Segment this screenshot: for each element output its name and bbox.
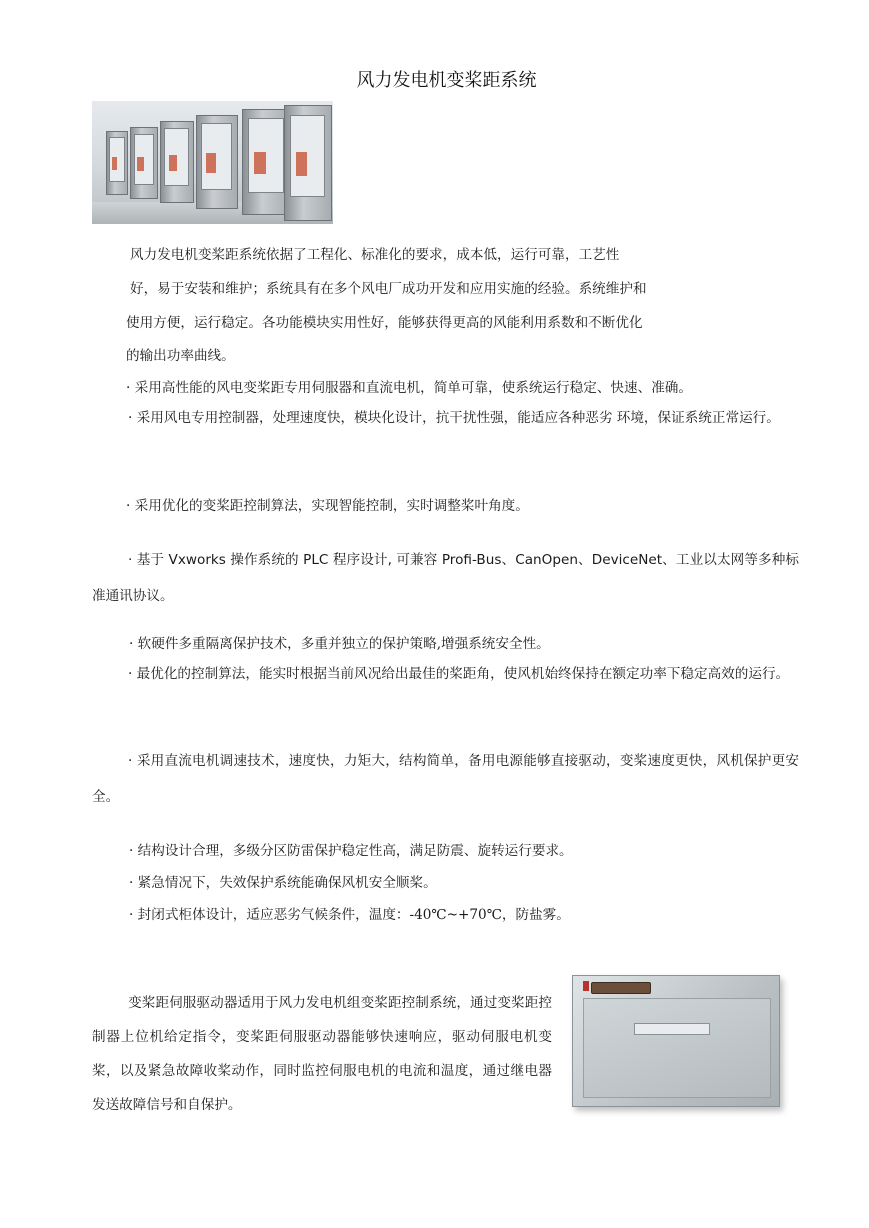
bullet-6: · 最优化的控制算法，能实时根据当前风况给出最佳的桨距角，使风机始终保持在额定功率下稳定高效的运行。 — [128, 666, 790, 682]
bullet-3: · 采用优化的变桨距控制算法，实现智能控制，实时调整桨叶角度。 — [126, 498, 529, 514]
bullet-9: · 紧急情况下，失效保护系统能确保风机安全顺桨。 — [129, 875, 437, 891]
servo-driver-photo — [562, 967, 790, 1114]
intro-line-1: 风力发电机变桨距系统依据了工程化、标准化的要求，成本低，运行可靠，工艺性 — [130, 247, 620, 263]
intro-line-3: 使用方便，运行稳定。各功能模块实用性好，能够获得更高的风能利用系数和不断优化 — [126, 315, 643, 331]
bullet-4: · 基于 Vxworks 操作系统的 PLC 程序设计, 可兼容 Profi-Bus、CanOpen、DeviceNet、工业以太网等多种标准通讯协议。 — [92, 552, 799, 604]
bullet-1: · 采用高性能的风电变桨距专用伺服器和直流电机，简单可靠，使系统运行稳定、快速、准确。 — [126, 380, 692, 396]
intro-line-4: 的输出功率曲线。 — [126, 348, 235, 364]
servo-driver-paragraph: 变桨距伺服驱动器适用于风力发电机组变桨距控制系统，通过变桨距控制器上位机给定指令，变桨距伺服驱动器能够快速响应，驱动伺服电机变桨，以及紧急故障收桨动作，同时监控伺服电机的电流和温度，通过继电器发送故障信号和自保护。 — [92, 995, 552, 1113]
page-title: 风力发电机变桨距系统 — [356, 70, 537, 91]
bullet-5: · 软硬件多重隔离保护技术，多重并独立的保护策略,增强系统安全性。 — [129, 636, 550, 652]
bullet-10: · 封闭式柜体设计，适应恶劣气候条件，温度：-40℃~+70℃，防盐雾。 — [129, 907, 570, 923]
bullet-2: · 采用风电专用控制器，处理速度快，模块化设计，抗干扰性强，能适应各种恶劣 环境，保证系统正常运行。 — [128, 410, 780, 426]
bullet-8: · 结构设计合理，多级分区防雷保护稳定性高，满足防震、旋转运行要求。 — [129, 843, 573, 859]
bullet-7: · 采用直流电机调速技术，速度快，力矩大，结构简单，备用电源能够直接驱动，变桨速度更快，风机保护更安全。 — [92, 753, 799, 805]
cabinet-row-photo — [92, 101, 333, 224]
intro-line-2: 好，易于安装和维护；系统具有在多个风电厂成功开发和应用实施的经验。系统维护和 — [130, 281, 647, 297]
